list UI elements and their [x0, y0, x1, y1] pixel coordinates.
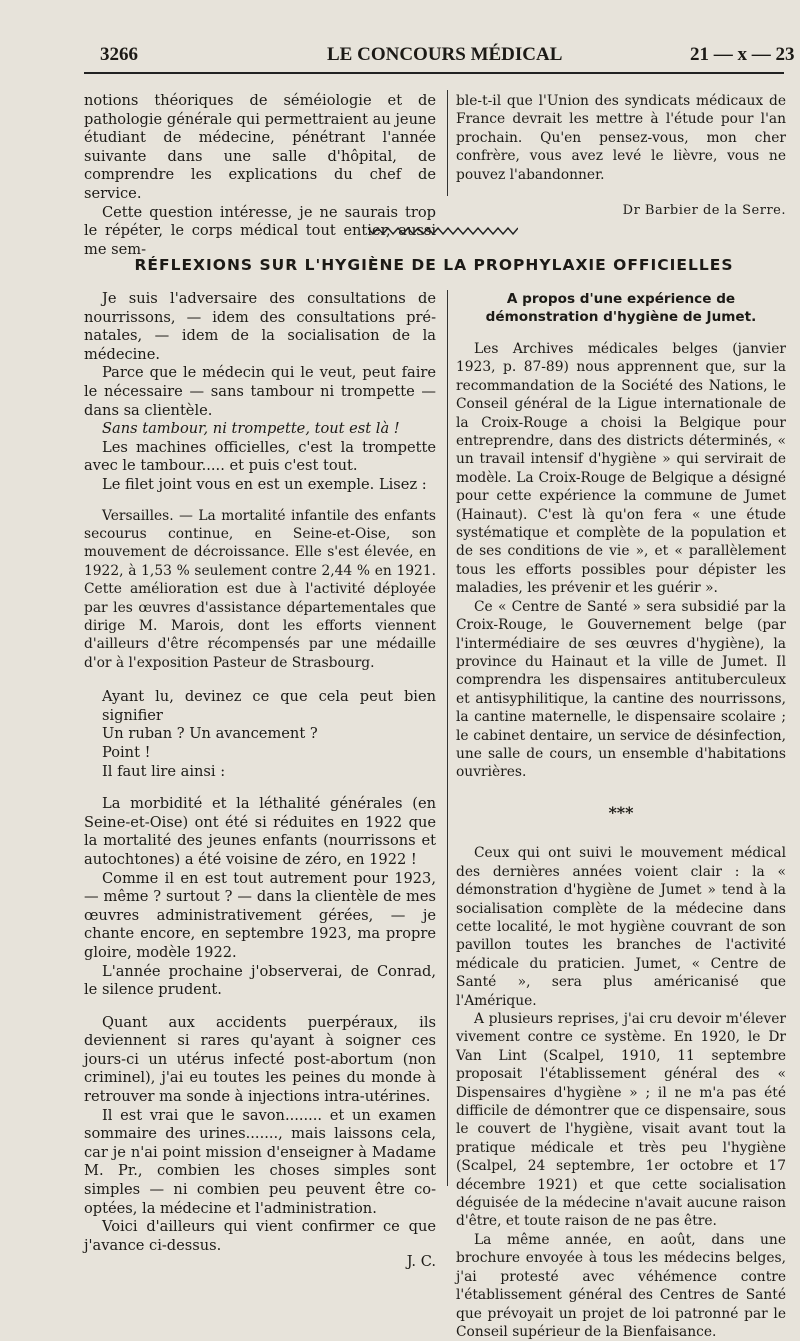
- header-rule: [84, 72, 784, 74]
- signature: Dr Barbier de la Serre.: [622, 203, 786, 219]
- paragraph: La même année, en août, dans une brochure envoyée à tous les médecins belges, j'ai protesté avec véhémence contre l'établissement général des Centres de Santé que prévoyait un projet de loi patronné par le Conseil supérieur de la Bienfaisance.: [456, 1231, 786, 1340]
- paragraph: Je suis l'adversaire des consultations de nourrissons, — idem des consultations pré-natales, — idem de la socialisation de la médecine.: [84, 290, 436, 363]
- question-line: Point !: [102, 743, 151, 761]
- closing-block: [84, 1014, 436, 1272]
- paragraph: Sans tambour, ni trompette, tout est là !: [102, 420, 400, 438]
- question-line: Un ruban ? Un avancement ?: [102, 725, 318, 743]
- paragraph: notions théoriques de séméiologie et de pathologie générale qui permettraient au jeune étudiant de médecine, pénétrant l'année suivante dans une salle d'hôpital, de comprendre les explications du chef de service.: [84, 92, 436, 202]
- paragraph: Parce que le médecin qui le veut, peut faire le nécessaire — sans tambour ni trompette — dans sa clientèle.: [84, 364, 436, 419]
- paragraph: A plusieurs reprises, j'ai cru devoir m'élever vivement contre ce système. En 1920, le Dr Van Lint (Scalpel, 1910, 11 septembre proposait l'établissement général des « Dispensaires d'hygiène » ; il ne m'a pas été difficile de démontrer que ce dispensaire, sous le couvert de l'hygiène, visait avant tout la pratique médicale et très peu l'hygiène (Scalpel, 24 septembre, 1er octobre et 17 décembre 1921) et que cette socialisation déguisée de la médecine n'avait aucune raison d'être, et toute raison de ne pas être.: [456, 1011, 786, 1230]
- signature: J. C.: [406, 1253, 436, 1271]
- press-clipping: Versailles. — La mortalité infantile des enfants secourus continue, en Seine-et-Oise, son mouvement de décroissance. Elle s'est élevée, en 1922, à 1,53 % seulement contre 2,44 % en 1921. Cette amélioration est due à l'activité déployée par les œuvres d'assistance départementales que dirige M. Marois, dont les efforts viennent d'ailleurs d'être récompensés par une médaille d'or à l'exposition Pasteur de Strasbourg.: [84, 507, 436, 671]
- page-number: 3266: [100, 44, 138, 65]
- journal-title: LE CONCOURS MÉDICAL: [327, 44, 563, 65]
- column-divider: [447, 90, 448, 196]
- top-right-column: [456, 92, 786, 221]
- left-column: [84, 290, 436, 1272]
- paragraph: Les Archives médicales belges (janvier 1923, p. 87-89) nous apprennent que, sur la recommandation de la Société des Nations, le Conseil général de la Ligue internationale de la Croix-Rouge a choisi la Belgique pour entreprendre, dans des districts déterminés, « un travail intensif d'hygiène » qui servirait de modèle. La Croix-Rouge de Belgique a désigné pour cette expérience la commune de Jumet (Hainaut). C'est là qu'on fera « une étude systématique et complète de la population et de ses conditions de vie », et « parallèlement tous les efforts possibles pour dépister les maladies, les prévenir et les guérir ».: [456, 341, 786, 597]
- reading-block: [84, 795, 436, 1000]
- paragraph: Les machines officielles, c'est la trompette avec le tambour..... et puis c'est tout.: [84, 438, 436, 475]
- question-line: Ayant lu, devinez ce que cela peut bien signifier: [102, 688, 436, 724]
- running-header: [0, 44, 800, 70]
- paragraph: Quant aux accidents puerpéraux, ils deviennent si rares qu'ayant à soigner ces jours-ci un utérus infecté post-abortum (non criminel), j'ai eu toutes les peines du monde à retrouver ma sonde à injections intra-utérines.: [84, 1013, 436, 1106]
- ornamental-separator: [368, 227, 518, 235]
- article-title: RÉFLEXIONS SUR L'HYGIÈNE DE LA PROPHYLAXIE OFFICIELLES: [134, 256, 734, 274]
- paragraph: La morbidité et la léthalité générales (en Seine-et-Oise) ont été si réduites en 1922 que la mortalité des jeunes enfants (nourrissons et autochtones) a été voisine de zéro, en 1922 !: [84, 795, 436, 868]
- issue-date: 21 — x — 23: [690, 44, 795, 65]
- paragraph: Ce « Centre de Santé » sera subsidié par la Croix-Rouge, le Gouvernement belge (par l'intermédiaire de ses œuvres d'hygiène), la province du Hainaut et la ville de Jumet. Il comprendra les dispensaires antituberculeux et antisyphilitique, la cantine des nourrissons, la cantine maternelle, le dispensaire scolaire ; le cabinet dentaire, un service de désinfection, une salle de cours, un ensemble d'habitations ouvrières.: [456, 598, 786, 781]
- section-separator: ***: [608, 802, 634, 822]
- column-divider: [447, 290, 448, 1186]
- paragraph: L'année prochaine j'observerai, de Conrad, le silence prudent.: [84, 962, 436, 999]
- paragraph: Cette question intéresse, je ne saurais trop le répéter, le corps médical tout entier, aussi me sem-: [84, 203, 436, 258]
- paragraph: Comme il en est tout autrement pour 1923, — même ? surtout ? — dans la clientèle de mes œuvres administrativement gérées, — je chante encore, en septembre 1923, ma propre gloire, modèle 1922.: [84, 869, 436, 961]
- right-column: [456, 290, 786, 1341]
- paragraph: Il est vrai que le savon........ et un examen sommaire des urines......., mais laissons cela, car je n'ai point mission d'enseigner à Madame M. Pr., combien les choses simples sont simples — ni combien peu peuvent être co-optées, la médecine et l'administration.: [84, 1106, 436, 1217]
- paragraph: Le filet joint vous en est un exemple. Lisez :: [102, 475, 427, 493]
- question-block: [84, 688, 436, 781]
- paragraph: ble-t-il que l'Union des syndicats médicaux de France devrait les mettre à l'étude pour l'an prochain. Qu'en pensez-vous, mon cher confrère, vous avez levé le lièvre, vous ne pouvez l'abandonner.: [456, 93, 786, 183]
- question-line: Il faut lire ainsi :: [102, 762, 226, 780]
- paragraph: Ceux qui ont suivi le mouvement médical des dernières années voient clair : la « démonstration d'hygiène de Jumet » tend à la socialisation complète de la médecine dans cette localité, le mot hygiène couvrant de son pavillon toutes les branches de l'activité médicale du praticien. Jumet, « Centre de Santé », sera plus américanisé que l'Amérique.: [456, 845, 786, 1009]
- subheading: A propos d'une expérience de démonstration d'hygiène de Jumet.: [485, 291, 757, 325]
- paragraph: Voici d'ailleurs qui vient confirmer ce que j'avance ci-dessus.: [84, 1218, 436, 1254]
